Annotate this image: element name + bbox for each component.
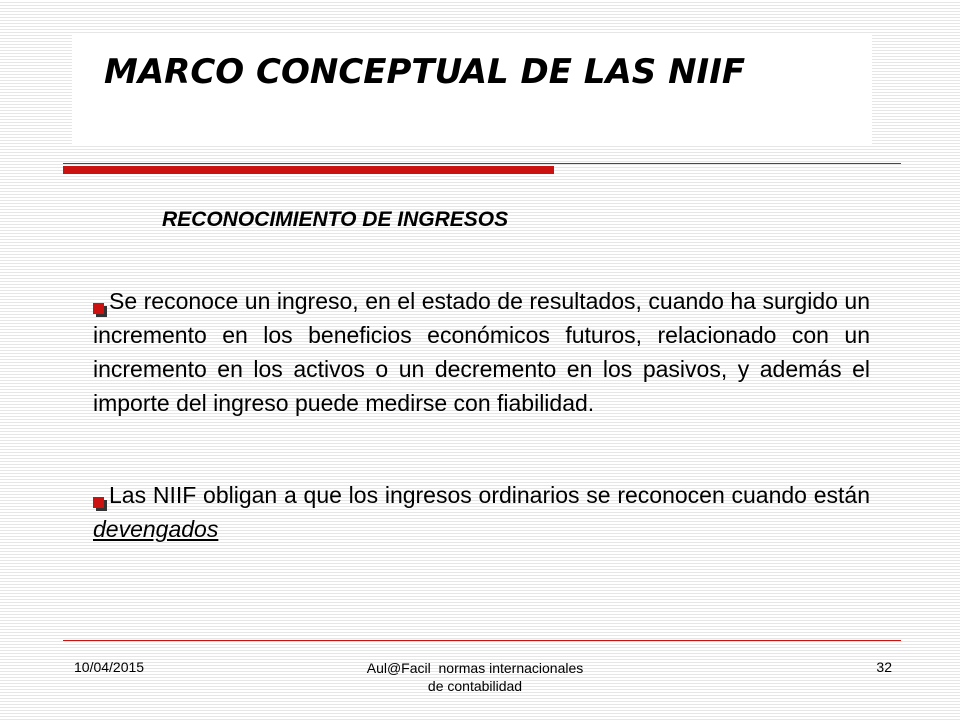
header-thick-rule (63, 166, 554, 174)
footer-rule (63, 640, 901, 641)
footer-date: 10/04/2015 (74, 659, 145, 675)
red-square-bullet-icon (93, 303, 105, 315)
bullet-item-2 (93, 478, 870, 546)
bullet-text-1: Se reconoce un ingreso, en el estado de resultados, cuando ha surgido un incremento en los beneficios económicos futuros, relacionado con un incremento en los activos o un decremento en los pasivos, y además el importe del ingreso puede medirse con fiabilidad. (93, 288, 870, 416)
footer-source-line-2: de contabilidad (427, 678, 523, 694)
slide-subtitle: RECONOCIMIENTO DE INGRESOS (162, 208, 509, 231)
page-number: 32 (876, 659, 892, 675)
bullet-text-2: Las NIIF obligan a que los ingresos ordinarios se reconocen cuando están (109, 482, 870, 508)
slide-title: MARCO CONCEPTUAL DE LAS NIIF (104, 52, 746, 92)
footer-source-line-1: Aul@Facil normas internacionales (366, 660, 584, 676)
title-box (72, 34, 872, 146)
red-square-bullet-icon (93, 497, 105, 509)
bullet-item-1 (93, 284, 870, 420)
footer-source (330, 659, 620, 695)
bullet-emphasis-devengados: devengados (93, 516, 219, 542)
header-thin-rule (63, 163, 901, 164)
